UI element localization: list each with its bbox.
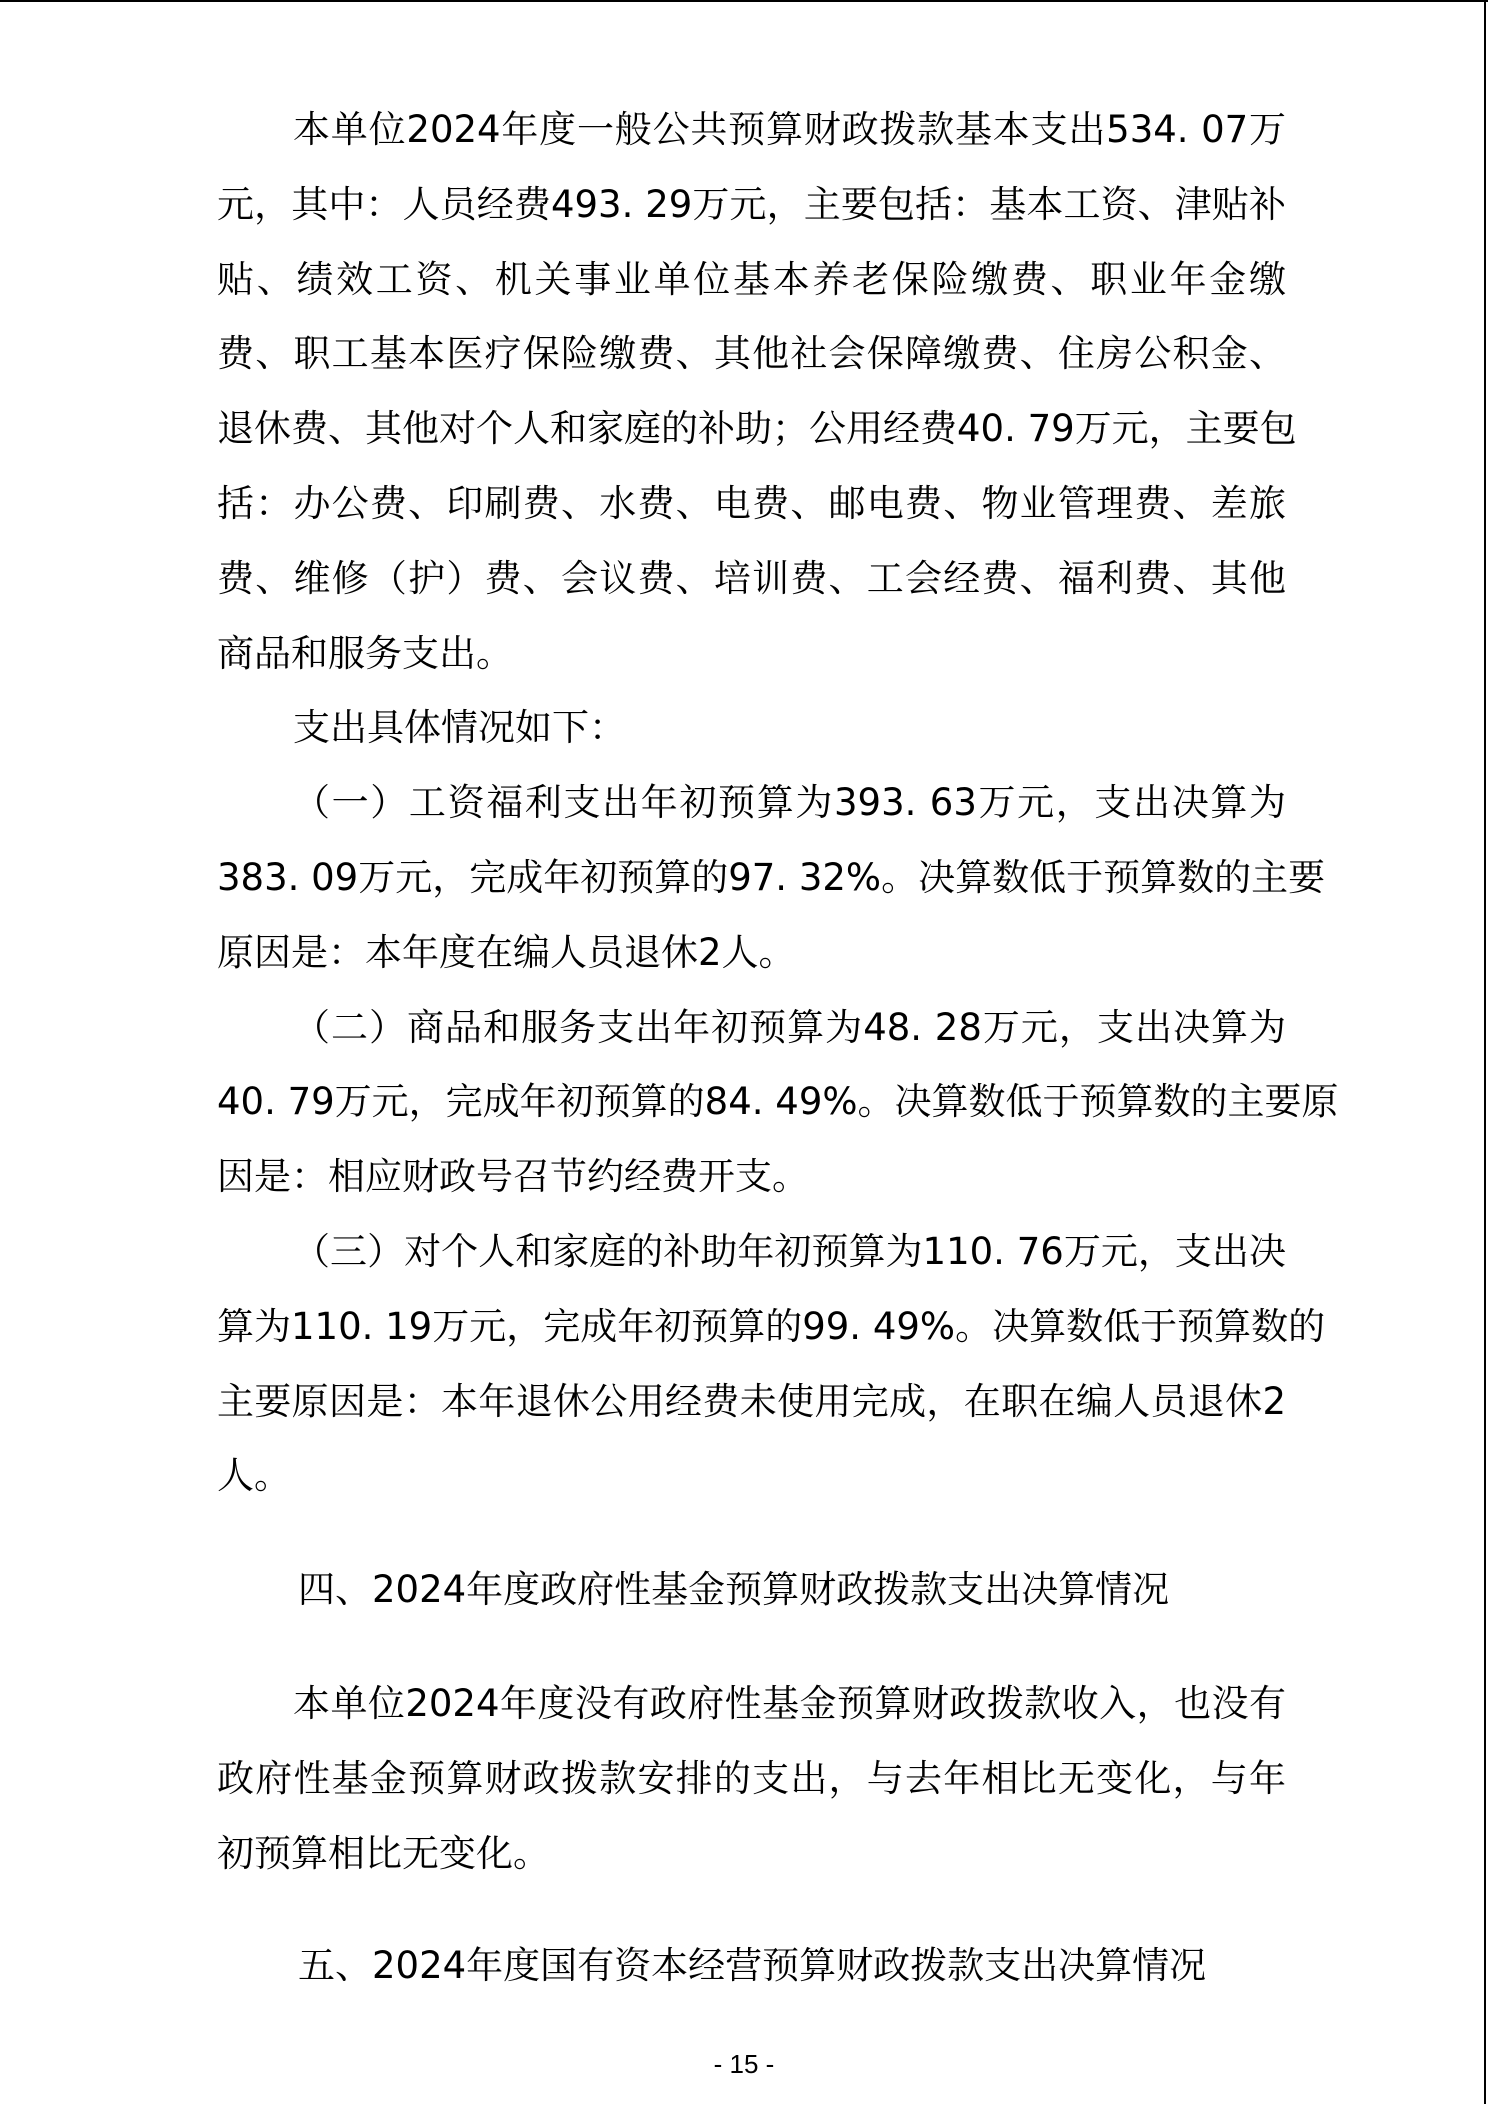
text-line: （一）工资福利支出年初预算为393. 63万元，支出决算为 xyxy=(293,781,1286,825)
paragraph-details-intro xyxy=(217,691,1286,766)
text-line: 初预算相比无变化。 xyxy=(217,1831,550,1875)
text-line: 政府性基金预算财政拨款安排的支出，与去年相比无变化，与年 xyxy=(217,1756,1286,1800)
text-line: （二）商品和服务支出年初预算为48. 28万元，支出决算为 xyxy=(293,1005,1286,1049)
text-line: 费、职工基本医疗保险缴费、其他社会保障缴费、住房公积金、 xyxy=(217,332,1286,376)
page-right-edge xyxy=(1484,0,1486,2104)
body-text-block xyxy=(217,93,1339,1514)
page-top-edge xyxy=(0,0,1488,2)
text-line: 本单位2024年度一般公共预算财政拨款基本支出534. 07万 xyxy=(293,108,1286,151)
text-line: 算为110. 19万元，完成年初预算的99. 49%。决算数低于预算数的 xyxy=(217,1304,1326,1348)
text-line: 商品和服务支出。 xyxy=(217,631,513,675)
section-heading-state-capital: 五、2024年度国有资本经营预算财政拨款支出决算情况 xyxy=(298,1944,1207,1987)
text-line: 因是：相应财政号召节约经费开支。 xyxy=(217,1155,809,1199)
text-line: 退休费、其他对个人和家庭的补助；公用经费40. 79万元，主要包 xyxy=(217,407,1297,451)
section-heading-government-fund: 四、2024年度政府性基金预算财政拨款支出决算情况 xyxy=(298,1568,1170,1611)
item-personal-household-subsidy xyxy=(217,1215,1326,1514)
page-number: - 15 - xyxy=(713,2049,775,2079)
text-line: 人。 xyxy=(217,1454,291,1498)
text-line: （三）对个人和家庭的补助年初预算为110. 76万元，支出决 xyxy=(293,1229,1286,1273)
text-line: 主要原因是：本年退休公用经费未使用完成，在职在编人员退休2 xyxy=(217,1379,1286,1423)
item-goods-services xyxy=(217,991,1339,1215)
text-line: 贴、绩效工资、机关事业单位基本养老保险缴费、职业年金缴 xyxy=(217,257,1286,301)
text-line: 费、维修（护）费、会议费、培训费、工会经费、福利费、其他 xyxy=(217,556,1286,600)
text-line: 40. 79万元，完成年初预算的84. 49%。决算数低于预算数的主要原 xyxy=(217,1080,1339,1124)
paragraph-government-fund xyxy=(217,1667,1286,1891)
text-line: 元，其中：人员经费493. 29万元，主要包括：基本工资、津贴补 xyxy=(217,182,1286,226)
text-line: 括：办公费、印刷费、水费、电费、邮电费、物业管理费、差旅 xyxy=(217,481,1286,525)
text-line: 本单位2024年度没有政府性基金预算财政拨款收入，也没有 xyxy=(293,1682,1286,1725)
paragraph-basic-expenditure xyxy=(217,93,1297,691)
item-salary-welfare xyxy=(217,766,1326,990)
text-line: 原因是：本年度在编人员退休2人。 xyxy=(217,930,796,974)
text-line: 支出具体情况如下： xyxy=(293,706,626,750)
text-line: 383. 09万元，完成年初预算的97. 32%。决算数低于预算数的主要 xyxy=(217,855,1326,899)
